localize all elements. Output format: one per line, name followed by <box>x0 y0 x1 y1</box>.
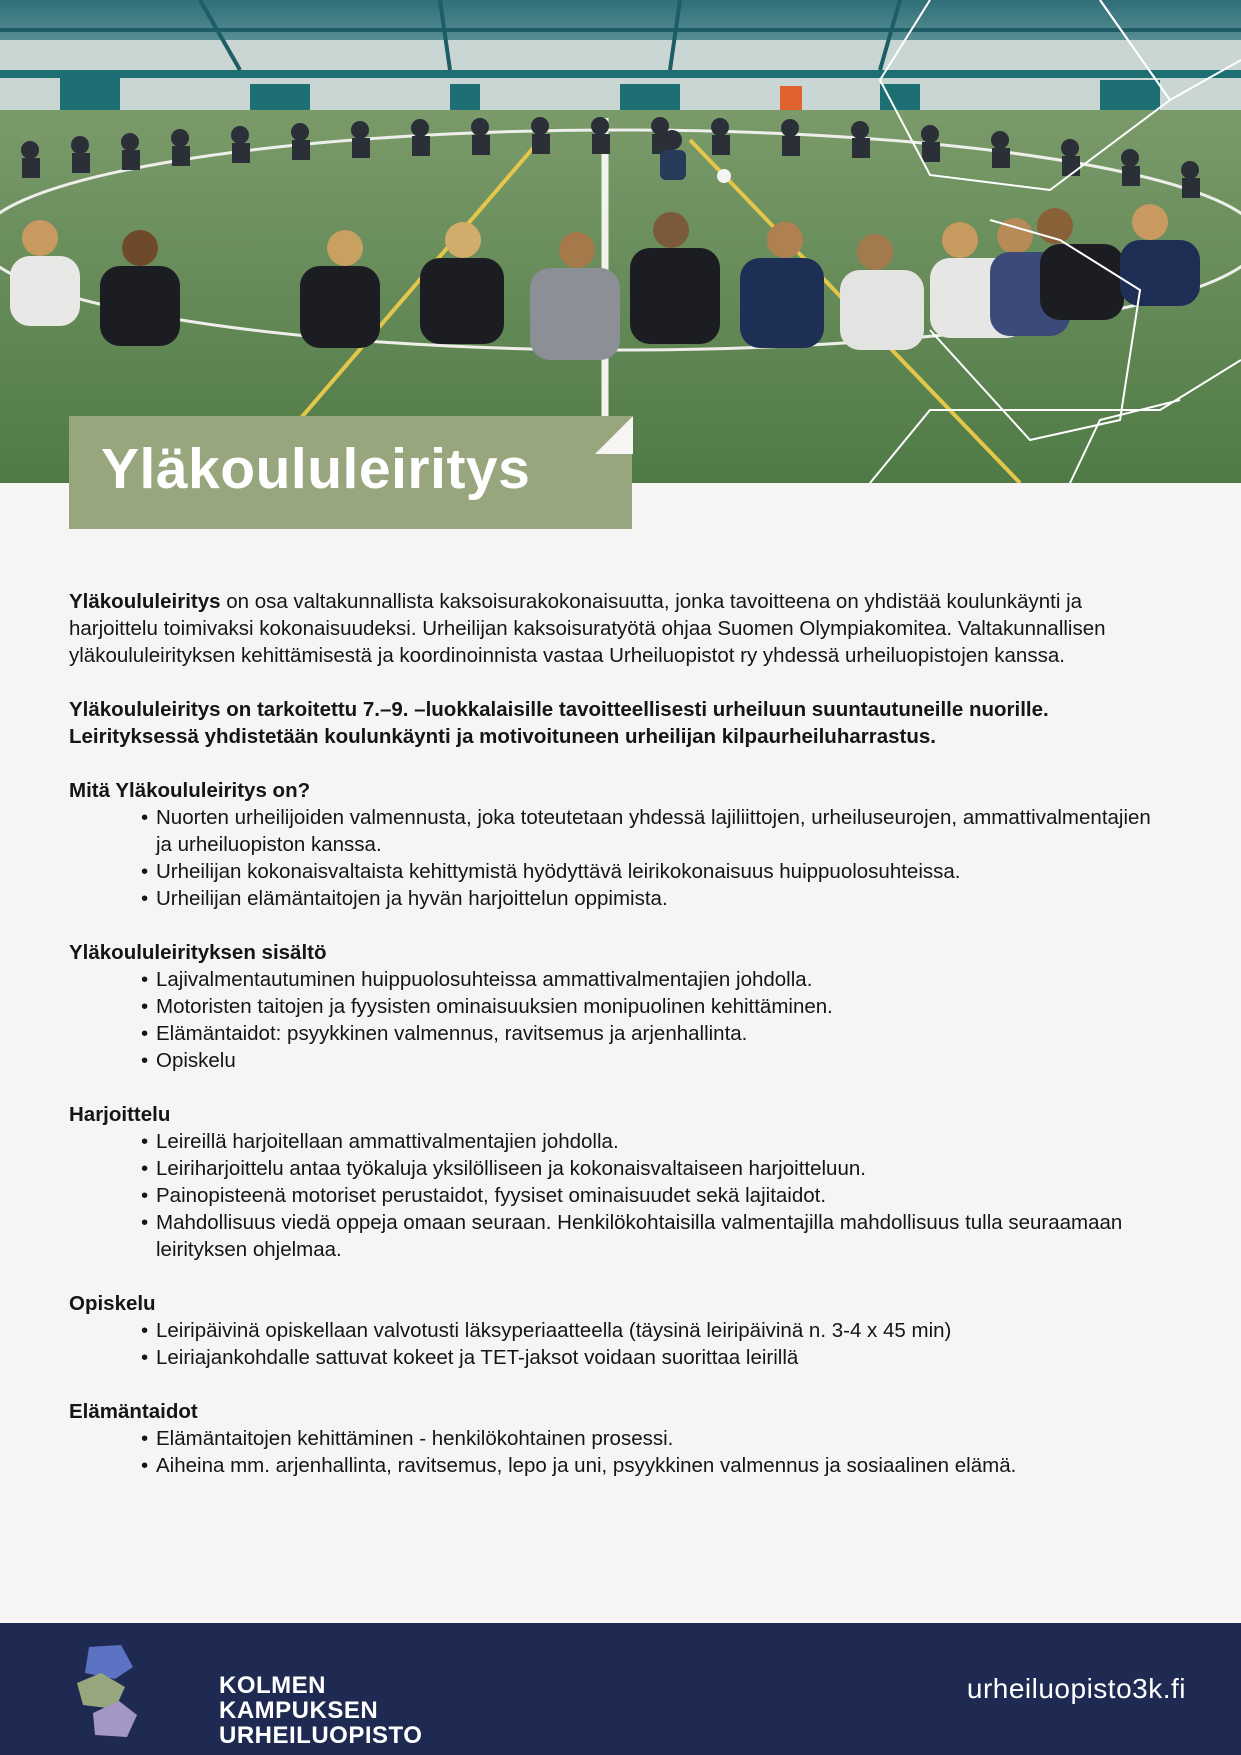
hero-image <box>0 0 1241 483</box>
list-item-text: Mahdollisuus viedä oppeja omaan seuraan. Henkilökohtaisilla valmentajilla mahdollisuus tulla seuraamaan leirityksen ohjelmaa. <box>156 1211 1123 1261</box>
logo-line-3: URHEILUOPISTO <box>219 1722 423 1749</box>
list-item-text: Lajivalmentautuminen huippuolosuhteissa ammattivalmentajien johdolla. <box>156 968 813 991</box>
bullet-list <box>69 1128 1159 1263</box>
hero-photo <box>0 0 1241 483</box>
logo-mark-icon <box>75 1643 145 1739</box>
list-item <box>141 1020 1159 1047</box>
list-item <box>141 858 1159 885</box>
logo-line-1: KOLMEN <box>219 1672 326 1699</box>
list-item <box>141 1344 1159 1371</box>
section <box>69 1290 1159 1371</box>
bullet-list <box>69 1425 1159 1479</box>
list-item <box>141 966 1159 993</box>
list-item-text: Urheilijan elämäntaitojen ja hyvän harjoittelun oppimista. <box>156 887 668 910</box>
list-item <box>141 804 1159 858</box>
list-item-text: Leiripäivinä opiskellaan valvotusti läksyperiaatteella (täysinä leiripäivinä n. 3-4 x 45 min) <box>156 1319 952 1342</box>
list-item-text: Motoristen taitojen ja fyysisten ominaisuuksien monipuolinen kehittäminen. <box>156 995 833 1018</box>
bullet-list <box>69 804 1159 912</box>
list-item <box>141 1425 1159 1452</box>
list-item <box>141 1047 1159 1074</box>
page-title: Yläkoululeiritys <box>101 437 531 501</box>
title-banner <box>69 416 632 529</box>
section <box>69 1398 1159 1479</box>
bullet-icon: • <box>141 1427 149 1450</box>
section-heading: Opiskelu <box>69 1292 156 1315</box>
section <box>69 777 1159 912</box>
section <box>69 939 1159 1074</box>
bullet-icon: • <box>141 1346 149 1369</box>
intro-text: on osa valtakunnallista kaksoisurakokonaisuutta, jonka tavoitteena on yhdistää koulunkäynti ja harjoittelu toimivaksi kokonaisuudeksi. Urheilijan kaksoisuratyötä ohjaa Suomen Olympiakomitea. Valtakunnallisen yläkoululeirityksen kehittämisestä ja koordinoinnista vastaa Urheiluopistot ry yhdessä urheiluopistojen kanssa. <box>69 590 1106 667</box>
list-item <box>141 1452 1159 1479</box>
intro-bold-lead: Yläkoululeiritys <box>69 590 221 613</box>
bullet-icon: • <box>141 1319 149 1342</box>
section-heading: Yläkoululeirityksen sisältö <box>69 941 327 964</box>
bullet-list <box>69 1317 1159 1371</box>
title-banner-corner <box>595 416 633 454</box>
list-item-text: Elämäntaitojen kehittäminen - henkilökohtainen prosessi. <box>156 1427 674 1450</box>
list-item-text: Urheilijan kokonaisvaltaista kehittymistä hyödyttävä leirikokonaisuus huippuolosuhteissa. <box>156 860 961 883</box>
bullet-icon: • <box>141 860 149 883</box>
bullet-icon: • <box>141 968 149 991</box>
logo-line-2: KAMPUKSEN <box>219 1697 379 1724</box>
footer <box>0 1623 1241 1755</box>
sections <box>69 777 1159 1479</box>
main-content <box>69 588 1159 1479</box>
list-item <box>141 1317 1159 1344</box>
list-item <box>141 1182 1159 1209</box>
intro-paragraph <box>69 588 1159 669</box>
list-item-text: Elämäntaidot: psyykkinen valmennus, ravitsemus ja arjenhallinta. <box>156 1022 748 1045</box>
list-item <box>141 1128 1159 1155</box>
list-item <box>141 993 1159 1020</box>
section-heading: Harjoittelu <box>69 1103 171 1126</box>
list-item-text: Nuorten urheilijoiden valmennusta, joka toteutetaan yhdessä lajiliittojen, urheiluseurojen, ammattivalmentajien ja urheiluopiston kanssa. <box>156 806 1151 856</box>
list-item-text: Leiriajankohdalle sattuvat kokeet ja TET-jaksot voidaan suorittaa leirillä <box>156 1346 799 1369</box>
list-item-text: Painopisteenä motoriset perustaidot, fyysiset ominaisuudet sekä lajitaidot. <box>156 1184 827 1207</box>
section-heading: Elämäntaidot <box>69 1400 198 1423</box>
bullet-icon: • <box>141 1454 149 1477</box>
bullet-icon: • <box>141 1184 149 1207</box>
section-heading: Mitä Yläkoululeiritys on? <box>69 779 311 802</box>
bullet-icon: • <box>141 1157 149 1180</box>
list-item <box>141 1209 1159 1263</box>
bullet-icon: • <box>141 1211 149 1234</box>
list-item <box>141 885 1159 912</box>
lead-paragraph: Yläkoululeiritys on tarkoitettu 7.–9. –luokkalaisille tavoitteellisesti urheiluun suuntautuneille nuorille. Leirityksessä yhdistetään koulunkäynti ja motivoituneen urheilijan kilpaurheiluharrastus. <box>69 698 1049 748</box>
logo-text <box>219 1673 422 1748</box>
list-item-text: Aiheina mm. arjenhallinta, ravitsemus, lepo ja uni, psyykkinen valmennus ja sosiaalinen elämä. <box>156 1454 1017 1477</box>
bullet-list <box>69 966 1159 1074</box>
list-item-text: Leireillä harjoitellaan ammattivalmentajien johdolla. <box>156 1130 619 1153</box>
list-item <box>141 1155 1159 1182</box>
bullet-icon: • <box>141 1130 149 1153</box>
bullet-icon: • <box>141 1049 149 1072</box>
list-item-text: Opiskelu <box>156 1049 236 1072</box>
logo <box>75 1643 423 1749</box>
website-link[interactable]: urheiluopisto3k.fi <box>966 1673 1186 1704</box>
bullet-icon: • <box>141 806 149 829</box>
bullet-icon: • <box>141 1022 149 1045</box>
section <box>69 1101 1159 1263</box>
bullet-icon: • <box>141 887 149 910</box>
list-item-text: Leiriharjoittelu antaa työkaluja yksilölliseen ja kokonaisvaltaiseen harjoitteluun. <box>156 1157 866 1180</box>
bullet-icon: • <box>141 995 149 1018</box>
